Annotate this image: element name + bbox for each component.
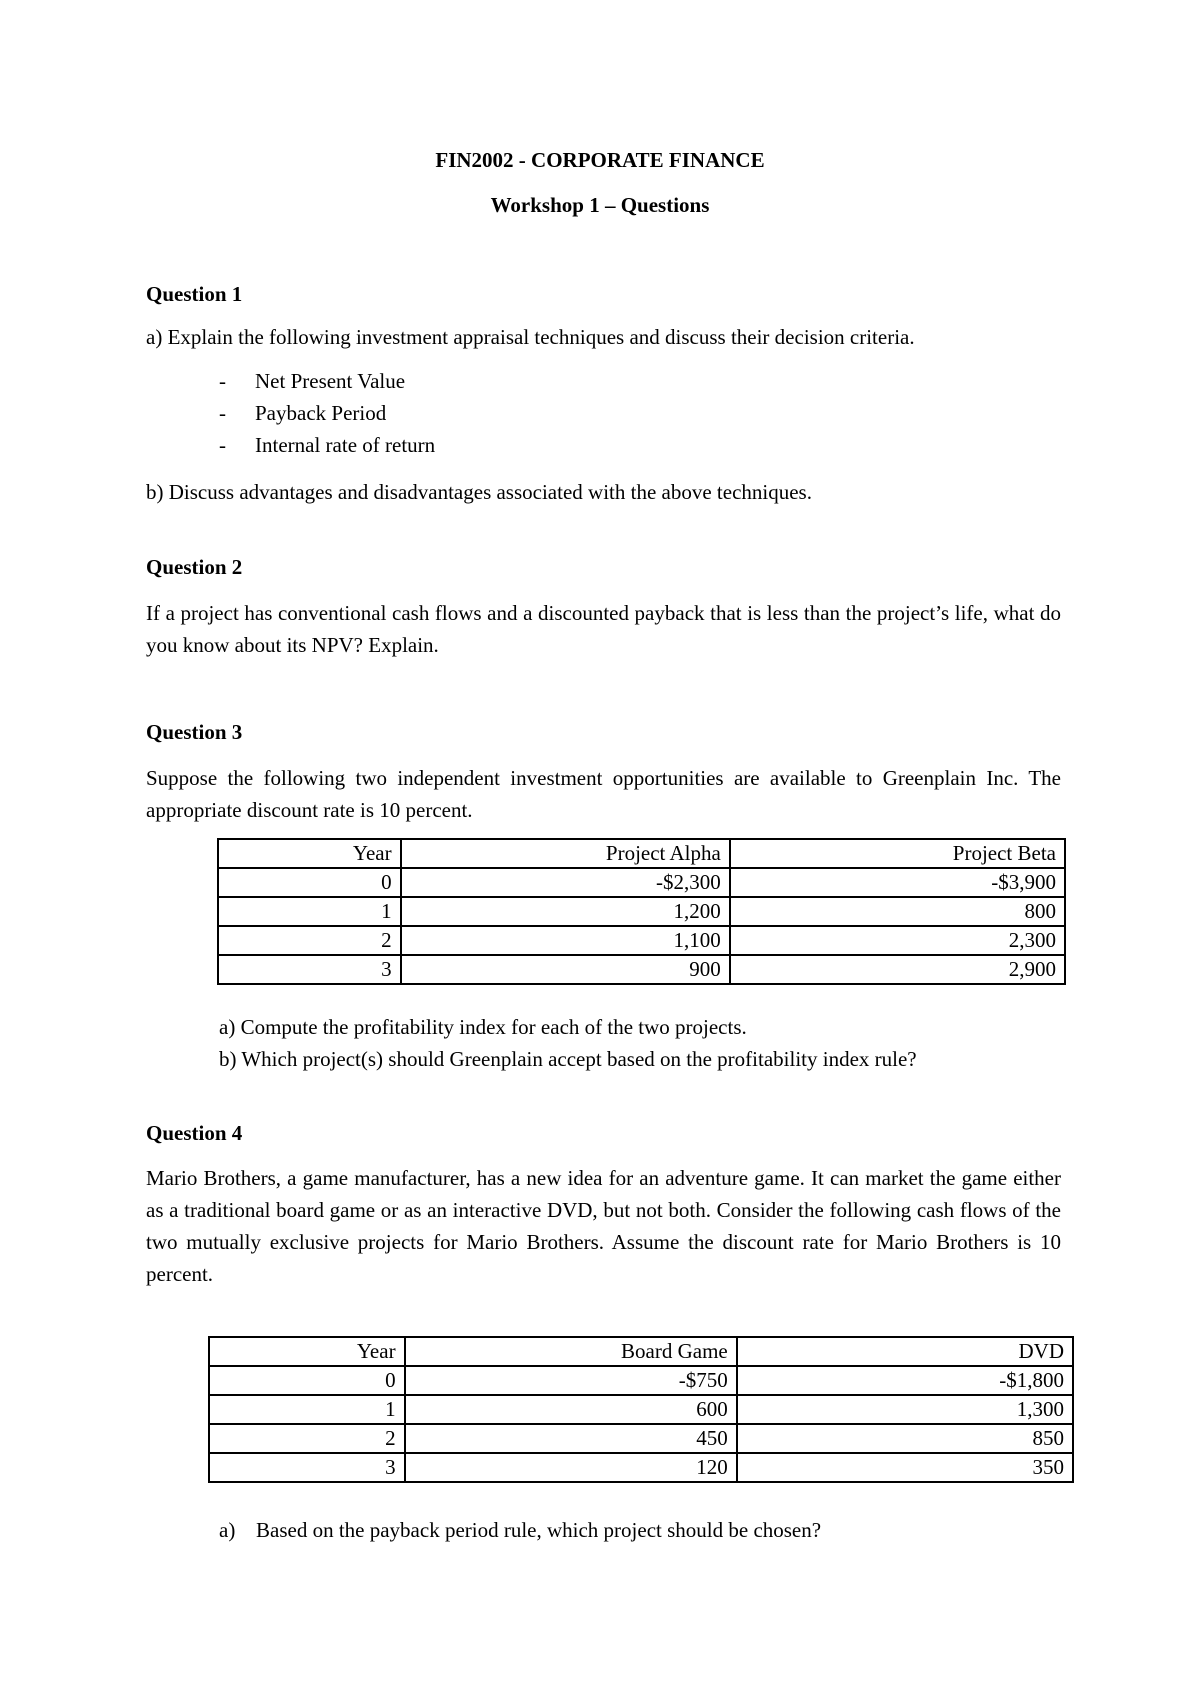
question-2-text: If a project has conventional cash flows and a discounted payback that is less than the project’s life, what do you know about its NPV? Explain.: [146, 601, 1061, 657]
table-row: 2 450 850: [209, 1424, 1073, 1453]
question-3-part-a: a) Compute the profitability index for each of the two projects.: [219, 1015, 747, 1039]
column-header: Year: [218, 839, 401, 868]
question-4-text: Mario Brothers, a game manufacturer, has a new idea for an adventure game. It can market the game either as a traditional board game or as an interactive DVD, but not both. Consider the following cash flows of the two mutually exclusive projects for Mario Brothers. Assume the discount rate for Mario Brothers is 10 percent.: [146, 1166, 1061, 1286]
table-row: 0 -$2,300 -$3,900: [218, 868, 1065, 897]
question-3-heading: Question 3: [146, 720, 243, 744]
table-row: 3 120 350: [209, 1453, 1073, 1482]
course-title: FIN2002 - CORPORATE FINANCE: [435, 148, 765, 172]
table-row: 3 900 2,900: [218, 955, 1065, 984]
question-3-part-b: b) Which project(s) should Greenplain accept based on the profitability index rule?: [219, 1047, 917, 1071]
question-4-part-a: Based on the payback period rule, which project should be chosen?: [256, 1518, 822, 1542]
column-header: Board Game: [405, 1337, 737, 1366]
question-4-part-a-label: a): [219, 1518, 236, 1542]
workshop-title: Workshop 1 – Questions: [490, 193, 710, 217]
list-item: - Payback Period: [219, 401, 387, 425]
technique-list: [219, 365, 435, 461]
table-row: 0 -$750 -$1,800: [209, 1366, 1073, 1395]
question-1-heading: Question 1: [146, 282, 243, 306]
question-4-heading: Question 4: [146, 1121, 243, 1145]
table-row: 1 600 1,300: [209, 1395, 1073, 1424]
column-header: Project Beta: [730, 839, 1065, 868]
table-row: 2 1,100 2,300: [218, 926, 1065, 955]
greenplain-cash-flow-table: [217, 838, 1066, 985]
column-header: DVD: [737, 1337, 1073, 1366]
list-item: - Net Present Value: [219, 369, 406, 393]
list-item: - Internal rate of return: [219, 433, 436, 457]
mario-brothers-cash-flow-table: [208, 1336, 1074, 1483]
table-header-row: [218, 839, 1065, 868]
question-1-part-b: b) Discuss advantages and disadvantages associated with the above techniques.: [146, 480, 812, 504]
column-header: Year: [209, 1337, 405, 1366]
table-row: 1 1,200 800: [218, 897, 1065, 926]
question-2-heading: Question 2: [146, 555, 243, 579]
question-1-part-a: a) Explain the following investment appraisal techniques and discuss their decision criteria.: [146, 325, 915, 349]
table-header-row: [209, 1337, 1073, 1366]
question-3-text: Suppose the following two independent investment opportunities are available to Greenplain Inc. The appropriate discount rate is 10 percent.: [146, 766, 1061, 822]
column-header: Project Alpha: [401, 839, 730, 868]
